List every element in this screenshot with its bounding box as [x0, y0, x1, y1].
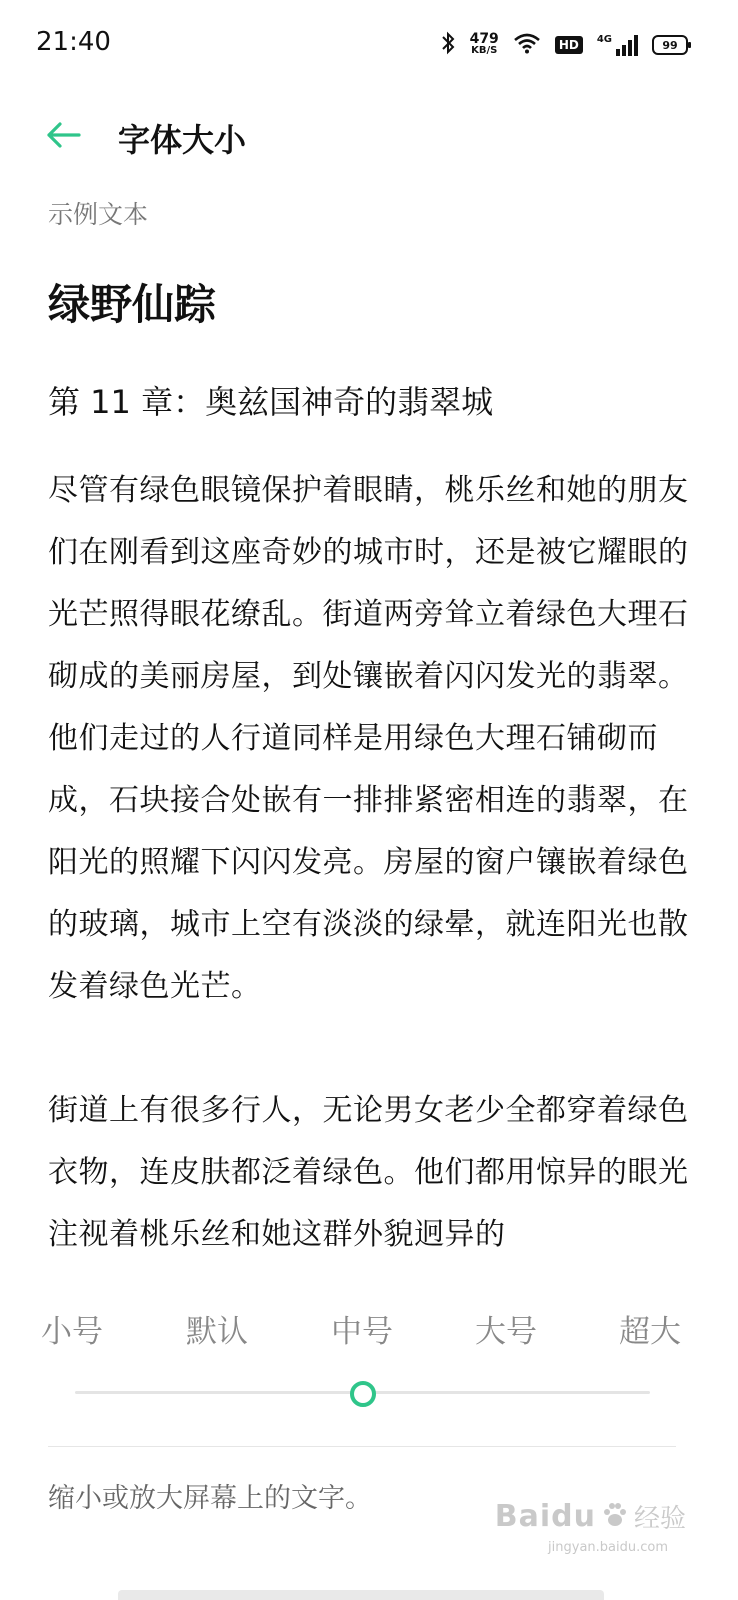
- network-type-label: 4G: [596, 34, 612, 45]
- signal-icon: [597, 34, 638, 56]
- sample-paragraph: 街道上有很多行人，无论男女老少全都穿着绿色衣物，连皮肤都泛着绿色。他们都用惊异的眼光注视着桃乐丝和她这群外貌迥异的: [48, 1093, 689, 1252]
- wifi-icon: [513, 32, 541, 58]
- hd-badge: HD: [555, 36, 583, 54]
- bluetooth-icon: [440, 31, 456, 59]
- font-size-option-extra-large[interactable]: 超大: [619, 1314, 681, 1350]
- slider-thumb[interactable]: [350, 1381, 376, 1407]
- watermark-brand: Baidu: [494, 1499, 596, 1534]
- watermark-suffix: 经验: [633, 1504, 686, 1534]
- font-size-option-default[interactable]: 默认: [186, 1314, 248, 1350]
- status-icons: [440, 28, 688, 62]
- font-size-description: 缩小或放大屏幕上的文字。: [48, 1483, 372, 1514]
- app-header: [0, 100, 738, 170]
- sample-text-label: 示例文本: [48, 200, 149, 229]
- net-speed: [470, 33, 499, 57]
- sample-text-viewport[interactable]: [48, 460, 698, 1252]
- battery-icon: [652, 35, 688, 55]
- net-speed-unit: KB/S: [471, 45, 498, 56]
- paw-icon: [600, 1500, 630, 1534]
- status-bar: [0, 0, 738, 90]
- bottom-bar: [118, 1590, 604, 1600]
- font-size-options: [0, 1306, 738, 1356]
- sample-chapter-title: 第 11 章：奥兹国神奇的翡翠城: [48, 383, 494, 421]
- font-size-option-small[interactable]: 小号: [41, 1314, 103, 1350]
- watermark-url: jingyan.baidu.com: [548, 1540, 668, 1555]
- net-speed-value: 479: [469, 31, 499, 47]
- page-title: 字体大小: [118, 121, 247, 159]
- font-size-slider[interactable]: [75, 1374, 650, 1410]
- baidu-watermark: [495, 1498, 686, 1535]
- divider: [48, 1446, 676, 1447]
- sample-paragraph: 尽管有绿色眼镜保护着眼睛，桃乐丝和她的朋友们在刚看到这座奇妙的城市时，还是被它耀眼的光芒照得眼花缭乱。街道两旁耸立着绿色大理石砌成的美丽房屋，到处镶嵌着闪闪发光的翡翠。他们走过的人行道同样是用绿色大理石铺砌而成，石块接合处嵌有一排排紧密相连的翡翠，在阳光的照耀下闪闪发亮。房屋的窗户镶嵌着绿色的玻璃，城市上空有淡淡的绿晕，就连阳光也散发着绿色光芒。: [48, 473, 689, 1004]
- battery-level: 99: [662, 38, 678, 52]
- sample-book-title: 绿野仙踪: [48, 280, 217, 329]
- font-size-option-large[interactable]: 大号: [475, 1314, 537, 1350]
- status-time: 21:40: [36, 27, 111, 57]
- font-size-option-medium[interactable]: 中号: [331, 1314, 393, 1350]
- back-button[interactable]: [40, 112, 86, 158]
- back-arrow-icon: [45, 121, 81, 149]
